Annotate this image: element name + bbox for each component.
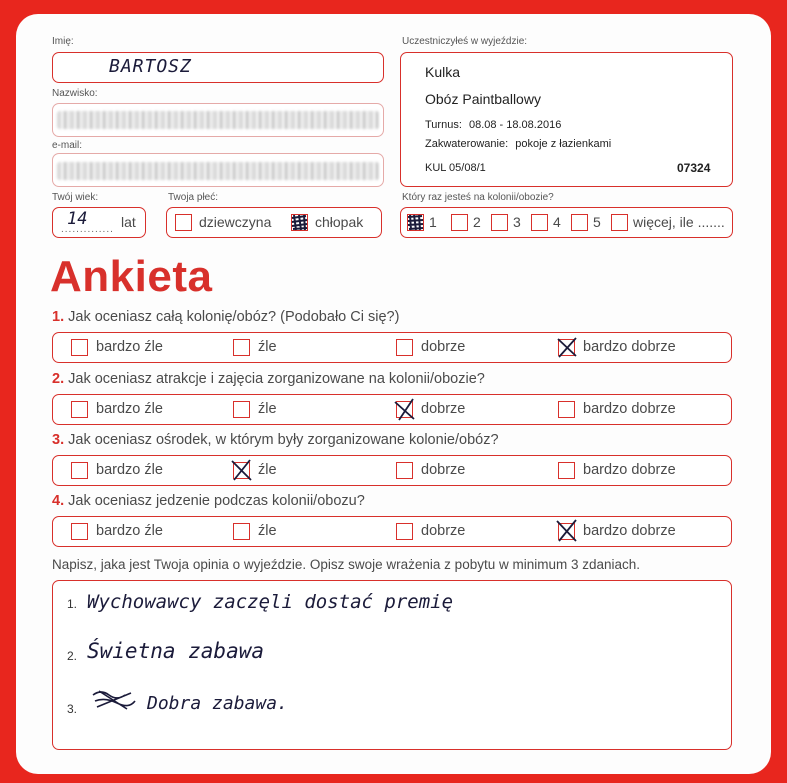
gender-option-boy: chłopak bbox=[315, 214, 364, 230]
q3-option-good: dobrze bbox=[421, 462, 466, 478]
question-1-options bbox=[52, 332, 732, 363]
times-checkbox-3[interactable] bbox=[491, 214, 508, 231]
cross-mark-icon bbox=[396, 401, 413, 418]
times-option-more: więcej, ile ....... bbox=[633, 214, 725, 230]
trip-number: 07324 bbox=[677, 161, 711, 175]
accommodation-label: Zakwaterowanie: bbox=[425, 138, 509, 150]
turnus-row bbox=[425, 119, 561, 131]
q4-checkbox-good[interactable] bbox=[396, 523, 413, 540]
scribble-mark-icon bbox=[291, 214, 308, 231]
q2-option-bad: źle bbox=[258, 401, 277, 417]
age-dotted-line: .............. bbox=[61, 224, 114, 235]
q1-option-bad: źle bbox=[258, 339, 277, 355]
gender-checkbox-girl[interactable] bbox=[175, 214, 192, 231]
redacted-surname bbox=[57, 111, 379, 129]
trip-line1: Kulka bbox=[425, 64, 461, 80]
question-4-options bbox=[52, 516, 732, 547]
age-label: Twój wiek: bbox=[52, 192, 99, 203]
gender-field bbox=[166, 207, 382, 238]
crossed-out-scribble-icon bbox=[91, 687, 141, 713]
email-label: e-mail: bbox=[52, 140, 83, 151]
opinion-line-3-number: 3. bbox=[67, 702, 78, 716]
question-1: 1. Jak oceniasz całą kolonię/obóz? (Podobało Ci się?) bbox=[52, 309, 400, 325]
gender-option-girl: dziewczyna bbox=[199, 214, 272, 230]
times-option-3: 3 bbox=[513, 214, 521, 230]
times-field bbox=[400, 207, 733, 238]
question-3-options bbox=[52, 455, 732, 486]
trip-info-box bbox=[400, 52, 733, 187]
surname-field[interactable] bbox=[52, 103, 384, 137]
opinion-line-2-number: 2. bbox=[67, 649, 78, 663]
q1-option-very-good: bardzo dobrze bbox=[583, 339, 676, 355]
q3-checkbox-good[interactable] bbox=[396, 462, 413, 479]
accommodation-value: pokoje z łazienkami bbox=[515, 138, 612, 150]
email-field[interactable] bbox=[52, 153, 384, 187]
question-2-options bbox=[52, 394, 732, 425]
times-checkbox-more[interactable] bbox=[611, 214, 628, 231]
question-2: 2. Jak oceniasz atrakcje i zajęcia zorganizowane na kolonii/obozie? bbox=[52, 371, 485, 387]
q3-option-bad: źle bbox=[258, 462, 277, 478]
age-unit: lat bbox=[121, 214, 136, 230]
times-checkbox-5[interactable] bbox=[571, 214, 588, 231]
trip-code: KUL 05/08/1 bbox=[425, 162, 486, 174]
opinion-prompt: Napisz, jaka jest Twoja opinia o wyjeździe. Opisz swoje wrażenia z pobytu w minimum 3 zdaniach. bbox=[52, 557, 641, 572]
name-field[interactable] bbox=[52, 52, 384, 83]
turnus-value: 08.08 - 18.08.2016 bbox=[468, 119, 562, 131]
q4-option-very-bad: bardzo źle bbox=[96, 523, 163, 539]
trip-line2: Obóz Paintballowy bbox=[425, 91, 541, 107]
q2-option-very-good: bardzo dobrze bbox=[583, 401, 676, 417]
q3-checkbox-very-bad[interactable] bbox=[71, 462, 88, 479]
q1-checkbox-very-bad[interactable] bbox=[71, 339, 88, 356]
turnus-label: Turnus: bbox=[425, 119, 462, 131]
q2-checkbox-very-good[interactable] bbox=[558, 401, 575, 418]
age-field[interactable] bbox=[52, 207, 146, 238]
q1-checkbox-bad[interactable] bbox=[233, 339, 250, 356]
trip-label: Uczestniczyłeś w wyjeździe: bbox=[402, 36, 528, 47]
cross-mark-icon bbox=[558, 339, 575, 356]
q2-checkbox-very-bad[interactable] bbox=[71, 401, 88, 418]
cross-mark-icon bbox=[558, 523, 575, 540]
q4-checkbox-very-bad[interactable] bbox=[71, 523, 88, 540]
q4-option-good: dobrze bbox=[421, 523, 466, 539]
times-option-1: 1 bbox=[429, 214, 437, 230]
question-4: 4. Jak oceniasz jedzenie podczas kolonii/obozu? bbox=[52, 493, 365, 509]
q2-option-good: dobrze bbox=[421, 401, 466, 417]
q1-checkbox-good[interactable] bbox=[396, 339, 413, 356]
opinion-line-2: Świetna zabawa bbox=[87, 639, 265, 663]
times-checkbox-2[interactable] bbox=[451, 214, 468, 231]
q2-option-very-bad: bardzo źle bbox=[96, 401, 163, 417]
times-option-4: 4 bbox=[553, 214, 561, 230]
q1-option-very-bad: bardzo źle bbox=[96, 339, 163, 355]
times-option-2: 2 bbox=[473, 214, 481, 230]
survey-title: Ankieta bbox=[50, 252, 213, 301]
opinion-line-1-number: 1. bbox=[67, 597, 78, 611]
gender-label: Twoja płeć: bbox=[168, 192, 219, 203]
opinion-line-1: Wychowawcy zaczęli dostać premię bbox=[87, 591, 454, 613]
name-value: BARTOSZ bbox=[109, 56, 192, 77]
opinion-line-3: Dobra zabawa. bbox=[147, 693, 288, 714]
q4-option-bad: źle bbox=[258, 523, 277, 539]
q4-checkbox-bad[interactable] bbox=[233, 523, 250, 540]
question-3: 3. Jak oceniasz ośrodek, w którym były zorganizowane kolonie/obóz? bbox=[52, 432, 499, 448]
cross-mark-icon bbox=[233, 462, 250, 479]
opinion-textarea[interactable] bbox=[52, 580, 732, 750]
redacted-email bbox=[57, 162, 379, 180]
times-checkbox-4[interactable] bbox=[531, 214, 548, 231]
accommodation-row bbox=[425, 138, 611, 150]
q2-checkbox-bad[interactable] bbox=[233, 401, 250, 418]
surname-label: Nazwisko: bbox=[52, 88, 98, 99]
q3-option-very-good: bardzo dobrze bbox=[583, 462, 676, 478]
times-label: Który raz jesteś na kolonii/obozie? bbox=[402, 192, 554, 203]
name-label: Imię: bbox=[52, 36, 74, 47]
times-option-5: 5 bbox=[593, 214, 601, 230]
q3-option-very-bad: bardzo źle bbox=[96, 462, 163, 478]
q3-checkbox-very-good[interactable] bbox=[558, 462, 575, 479]
age-value: 14 bbox=[67, 209, 88, 229]
scribble-mark-icon bbox=[407, 214, 424, 231]
q4-option-very-good: bardzo dobrze bbox=[583, 523, 676, 539]
q1-option-good: dobrze bbox=[421, 339, 466, 355]
